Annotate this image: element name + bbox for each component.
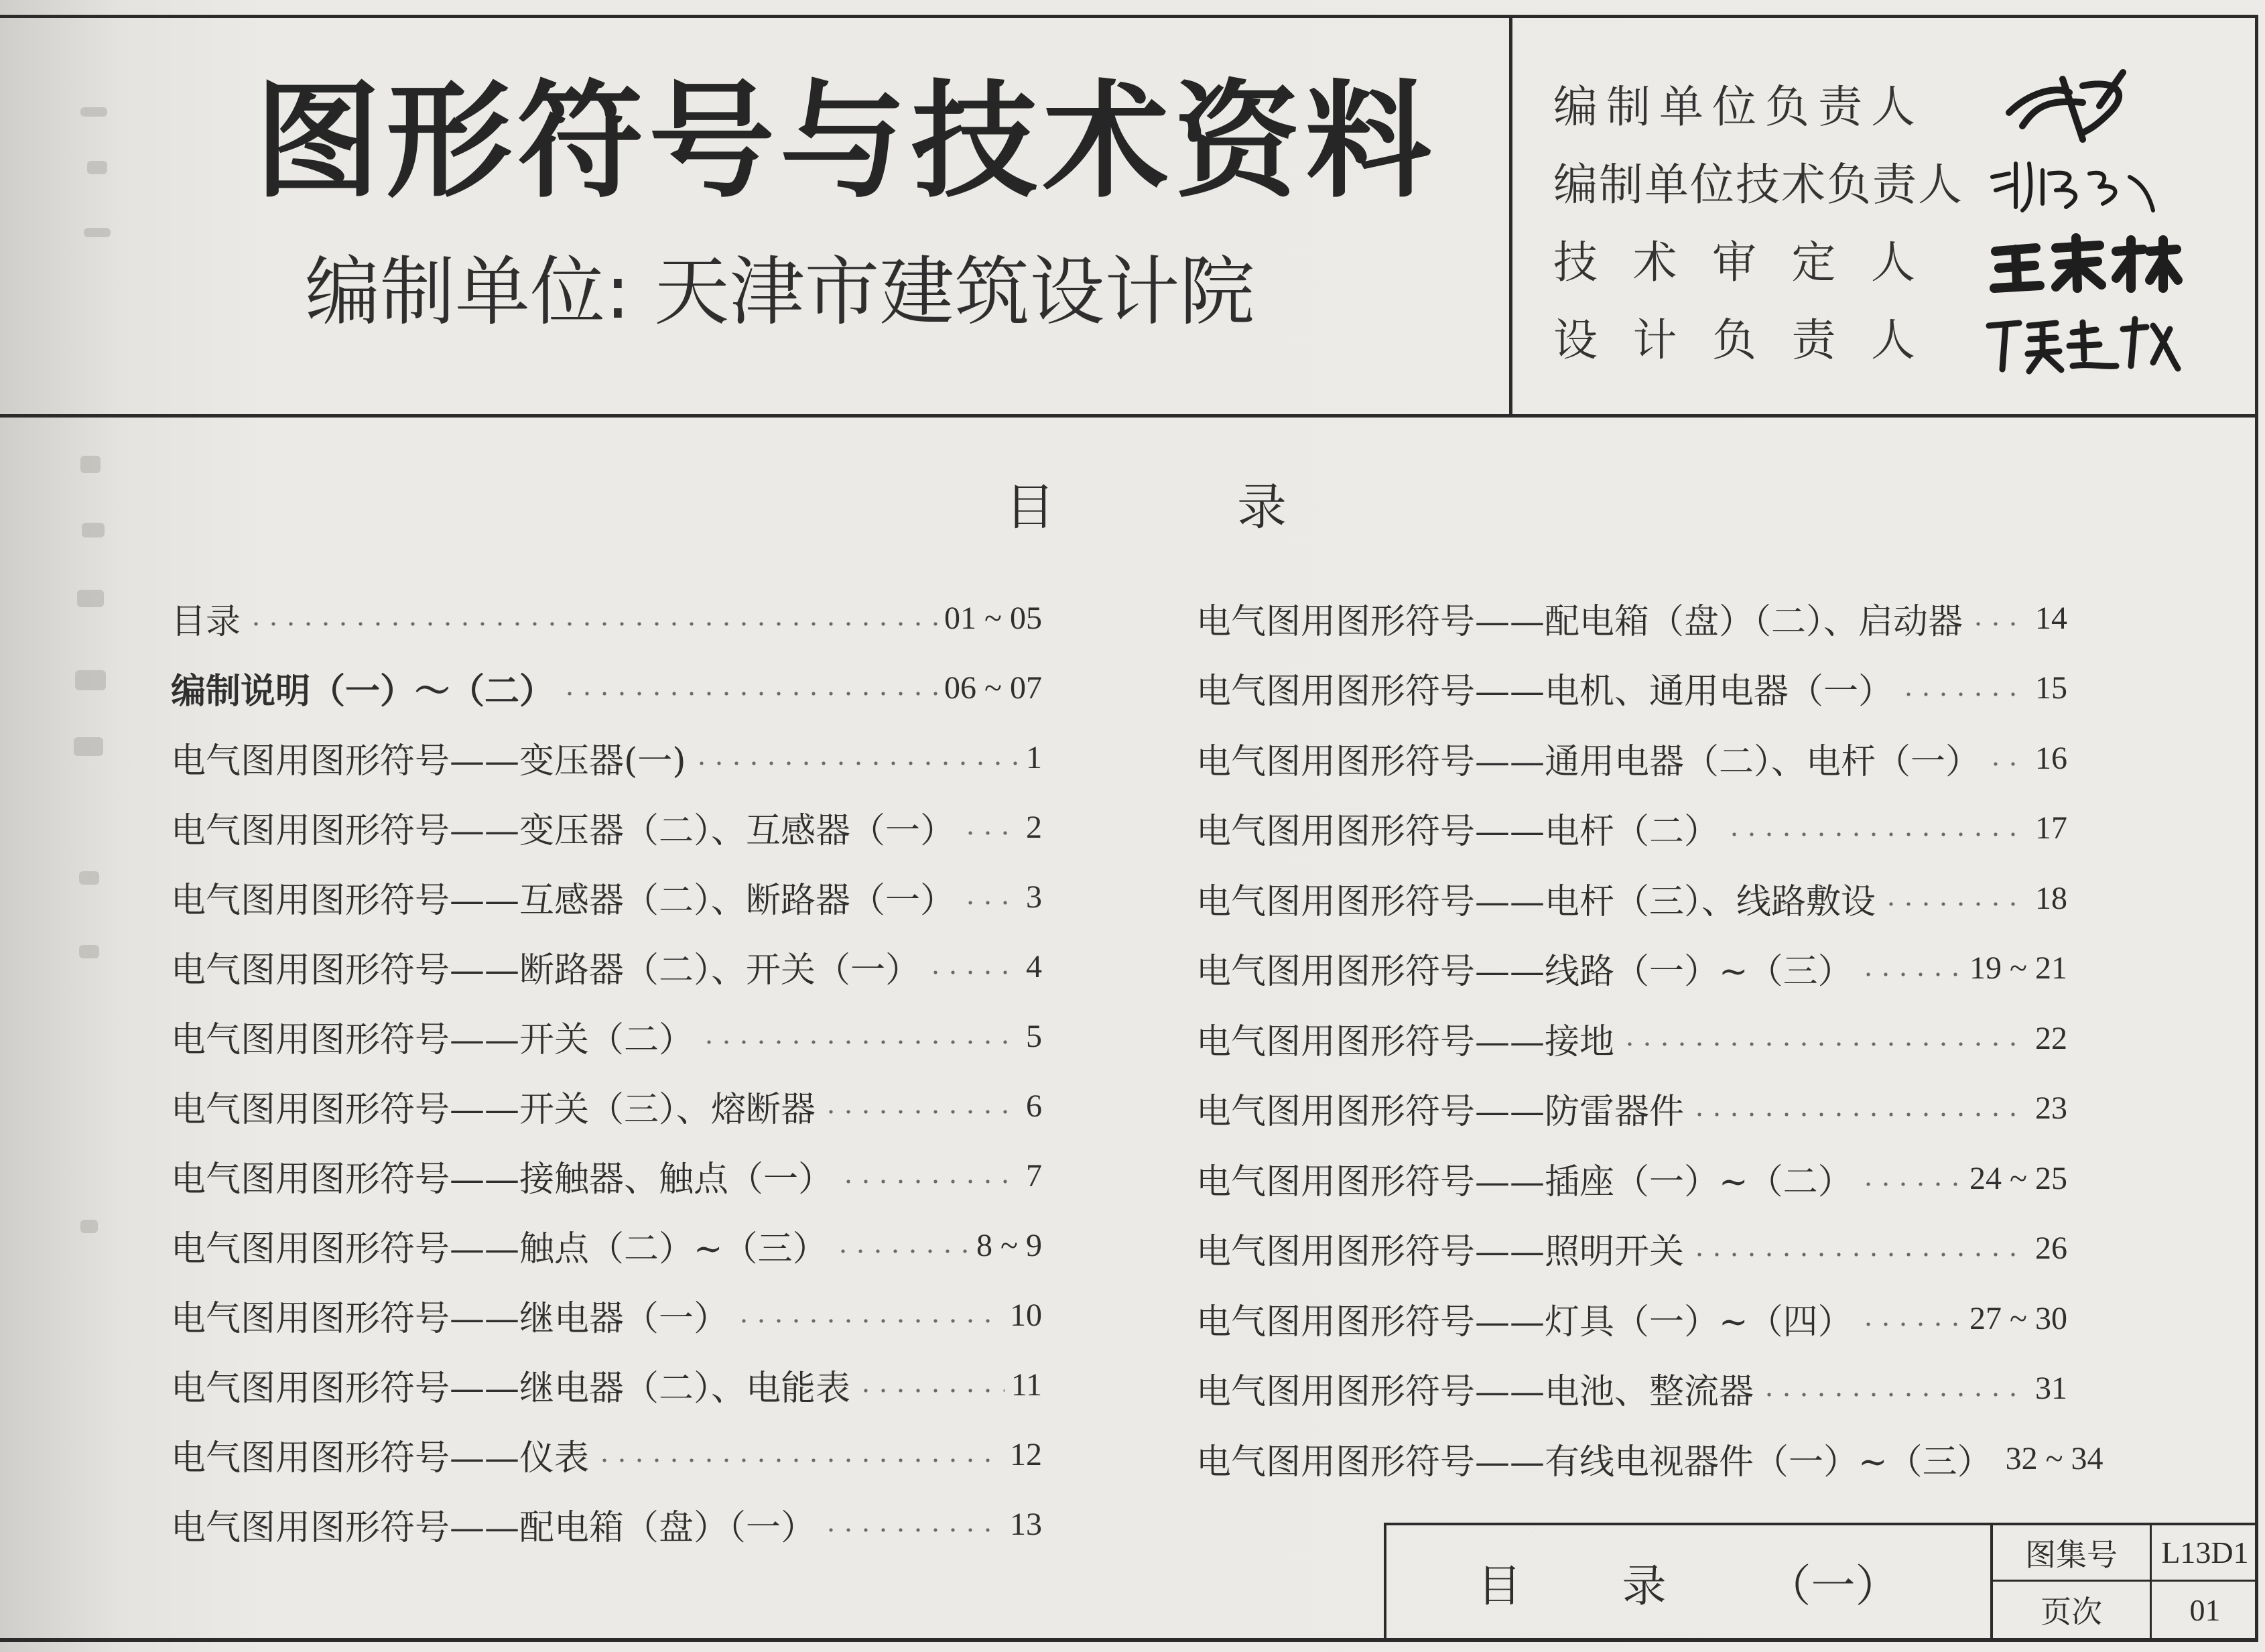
toc-entry-page: 26 <box>2035 1230 2067 1267</box>
toc-entry-page: 18 <box>2035 880 2067 916</box>
toc-entry-title: 电气图用图形符号——触点（二）~（三） <box>171 1228 828 1269</box>
toc-entry-page: 11 <box>1011 1367 1042 1403</box>
sheet-name-suffix: （一） <box>1766 1560 1900 1612</box>
role-label-design-lead: 设 计 负 责 人 <box>1553 314 1915 366</box>
toc-entry-page: 6 <box>1026 1088 1042 1124</box>
toc-leader-dots <box>840 1180 1019 1184</box>
toc-leader-dots <box>596 1458 1003 1462</box>
toc-entry <box>1196 653 2067 724</box>
toc-entry <box>171 1489 1042 1559</box>
atlas-number-label: 图集号 <box>1993 1525 2152 1582</box>
toc-entry-page: 23 <box>2035 1090 2067 1127</box>
toc-entry-title: 编制说明（一）～（二） <box>171 671 555 712</box>
toc-entry-title: 电气图用图形符号——插座（一）~（二） <box>1196 1161 1853 1202</box>
toc-leader-dots <box>822 1110 1019 1114</box>
toc-entry-page: 1 <box>1026 739 1042 775</box>
toc-entry <box>171 932 1042 1001</box>
document-title: 图形符号与技术资料 <box>255 68 1437 215</box>
toc-entry-title: 电气图用图形符号——互感器（二）、断路器（一） <box>171 880 956 921</box>
toc-leader-dots <box>1860 1322 1963 1326</box>
atlas-number-value: L13D1 <box>2152 1525 2258 1582</box>
toc-left-column <box>171 583 1042 1559</box>
toc-entry-title: 电气图用图形符号——配电箱（盘）（二）、启动器 <box>1196 601 1963 642</box>
toc-entry <box>1196 1003 2067 1074</box>
toc-entry-title: 电气图用图形符号——接地 <box>1196 1021 1615 1062</box>
toc-entry <box>171 1210 1042 1280</box>
toc-entry <box>171 1001 1042 1071</box>
toc-entry-page: 12 <box>1010 1436 1042 1472</box>
toc-entry-title: 电气图用图形符号——仪表 <box>171 1438 590 1478</box>
toc-leader-dots <box>857 1389 1005 1393</box>
toc-leader-dots <box>1860 1182 1963 1186</box>
toc-entry-title: 电气图用图形符号——开关（三）、熔断器 <box>171 1089 816 1130</box>
toc-entry-title: 电气图用图形符号——继电器（一） <box>171 1298 729 1339</box>
role-label-unit-head: 编 制 单 位 负 责 人 <box>1553 81 1915 133</box>
toc-entry-page: 01 ~ 05 <box>944 600 1042 636</box>
toc-entry-page: 17 <box>2035 810 2067 846</box>
role-label-technical-approver: 技 术 审 定 人 <box>1553 237 1915 288</box>
toc-entry <box>1196 1143 2067 1214</box>
toc-entry <box>171 862 1042 932</box>
toc-entry-title: 电气图用图形符号——线路（一）~（三） <box>1196 952 1853 993</box>
toc-entry-page: 22 <box>2035 1020 2067 1056</box>
toc-entry <box>171 1419 1042 1489</box>
toc-leader-dots <box>1882 902 2028 906</box>
toc-entry-title: 电气图用图形符号——接触器、触点（一） <box>171 1159 834 1200</box>
toc-heading-char: 目 <box>1005 479 1055 536</box>
toc-entry-page: 10 <box>1010 1297 1042 1333</box>
toc-entry <box>1196 863 2067 934</box>
toc-leader-dots <box>834 1249 970 1253</box>
toc-leader-dots <box>247 622 937 626</box>
toc-leader-dots <box>561 692 937 696</box>
toc-leader-dots <box>1987 762 2028 766</box>
toc-entry-title: 电气图用图形符号——防雷器件 <box>1196 1092 1685 1133</box>
signature-unit-tech-head <box>1982 143 2183 224</box>
toc-entry-title: 电气图用图形符号——继电器（二）、电能表 <box>171 1368 851 1409</box>
sheet-name-char: 录 <box>1622 1560 1667 1612</box>
toc-entry <box>171 653 1042 722</box>
role-row <box>1553 314 2223 391</box>
compiling-organization: 编制单位: 天津市建筑设计院 <box>305 249 1255 336</box>
toc-heading-char: 录 <box>1237 479 1287 536</box>
toc-leader-dots <box>1726 832 2028 836</box>
toc-entry-title: 电气图用图形符号——变压器（二）、互感器（一） <box>171 810 956 851</box>
toc-entry <box>171 1071 1042 1141</box>
page-number-value: 01 <box>2189 1592 2221 1627</box>
toc-leader-dots <box>1691 1113 2028 1117</box>
signature-unit-head <box>1982 66 2183 146</box>
toc-entry <box>1196 934 2067 1004</box>
toc-entry <box>1196 583 2067 653</box>
toc-heading <box>1005 479 1287 536</box>
toc-entry <box>1196 1214 2067 1284</box>
toc-entry <box>1196 1423 2104 1494</box>
toc-entry <box>1196 1354 2067 1424</box>
toc-entry <box>171 1350 1042 1419</box>
toc-entry-title: 电气图用图形符号——开关（二） <box>171 1019 694 1060</box>
toc-entry <box>171 1141 1042 1210</box>
toc-entry-title: 电气图用图形符号——通用电器（二）、电杆（一） <box>1196 741 1981 782</box>
title-block <box>1384 1523 2258 1638</box>
toc-entry <box>171 792 1042 862</box>
role-label-unit-tech-head: 编制单位技术负责人 <box>1553 159 1963 210</box>
toc-entry-title: 电气图用图形符号——电杆（三）、线路敷设 <box>1196 881 1876 922</box>
signature-technical-approver <box>1982 221 2183 302</box>
toc-entry-page: 7 <box>1026 1157 1042 1194</box>
toc-entry-page: 13 <box>1010 1506 1042 1542</box>
toc-entry-page: 14 <box>2035 600 2067 636</box>
toc-leader-dots <box>962 901 1019 905</box>
toc-entry-page: 06 ~ 07 <box>944 670 1042 706</box>
toc-entry <box>1196 1283 2067 1354</box>
title-block-sheet-name <box>1386 1525 1993 1638</box>
toc-entry-title: 电气图用图形符号——照明开关 <box>1196 1232 1685 1273</box>
toc-entry-page: 31 <box>2035 1371 2067 1407</box>
responsibility-list <box>1553 80 2223 391</box>
toc-entry-title: 电气图用图形符号——电机、通用电器（一） <box>1196 672 1894 712</box>
toc-entry <box>171 722 1042 792</box>
toc-entry-title: 目录 <box>171 601 241 642</box>
toc-leader-dots <box>962 831 1019 835</box>
toc-entry-title: 电气图用图形符号——断路器（二）、开关（一） <box>171 950 921 991</box>
toc-entry-page: 8 ~ 9 <box>976 1227 1042 1263</box>
sheet-name-char: 目 <box>1477 1560 1522 1612</box>
toc-leader-dots <box>1860 972 1963 976</box>
header-bottom-rule <box>0 414 2258 418</box>
toc-entry-title: 电气图用图形符号——电杆（二） <box>1196 812 1720 852</box>
toc-leader-dots <box>700 1040 1019 1044</box>
signature-design-lead <box>1982 299 2183 379</box>
toc-leader-dots <box>1900 692 2028 696</box>
toc-entry-page: 16 <box>2035 740 2067 776</box>
toc-right-column <box>1196 583 2104 1494</box>
toc-entry-title: 电气图用图形符号——有线电视器件（一）~（三） <box>1196 1442 1992 1482</box>
page-number-label: 页次 <box>1993 1582 2152 1638</box>
toc-entry-page: 15 <box>2035 670 2067 706</box>
toc-entry <box>1196 1074 2067 1144</box>
toc-entry-title: 电气图用图形符号——变压器(一) <box>171 741 686 781</box>
toc-entry-page: 5 <box>1026 1018 1042 1054</box>
toc-entry <box>171 1280 1042 1350</box>
toc-entry <box>1196 723 2067 793</box>
toc-entry-title: 电气图用图形符号——配电箱（盘）（一） <box>171 1507 816 1548</box>
header-divider <box>1509 15 1512 417</box>
toc-entry <box>1196 793 2067 864</box>
toc-entry-page: 2 <box>1026 809 1042 845</box>
toc-entry-page: 24 ~ 25 <box>1969 1160 2067 1196</box>
toc-leader-dots <box>1760 1393 2028 1397</box>
toc-leader-dots <box>1621 1042 2028 1046</box>
toc-entry-page: 19 ~ 21 <box>1969 950 2067 987</box>
toc-leader-dots <box>735 1319 1003 1323</box>
toc-entry-title: 电气图用图形符号——灯具（一）~（四） <box>1196 1301 1853 1342</box>
toc-leader-dots <box>822 1528 1003 1532</box>
toc-entry-page: 32 ~ 34 <box>2005 1440 2104 1476</box>
toc-leader-dots <box>1691 1253 2028 1257</box>
toc-entry-page: 3 <box>1026 879 1042 915</box>
toc-entry-page: 27 ~ 30 <box>1969 1300 2067 1336</box>
toc-leader-dots <box>1969 622 2028 626</box>
toc-leader-dots <box>693 761 1019 765</box>
toc-leader-dots <box>927 970 1019 974</box>
toc-entry-page: 4 <box>1026 948 1042 984</box>
toc-entry <box>171 583 1042 653</box>
toc-entry-title: 电气图用图形符号——电池、整流器 <box>1196 1372 1754 1413</box>
